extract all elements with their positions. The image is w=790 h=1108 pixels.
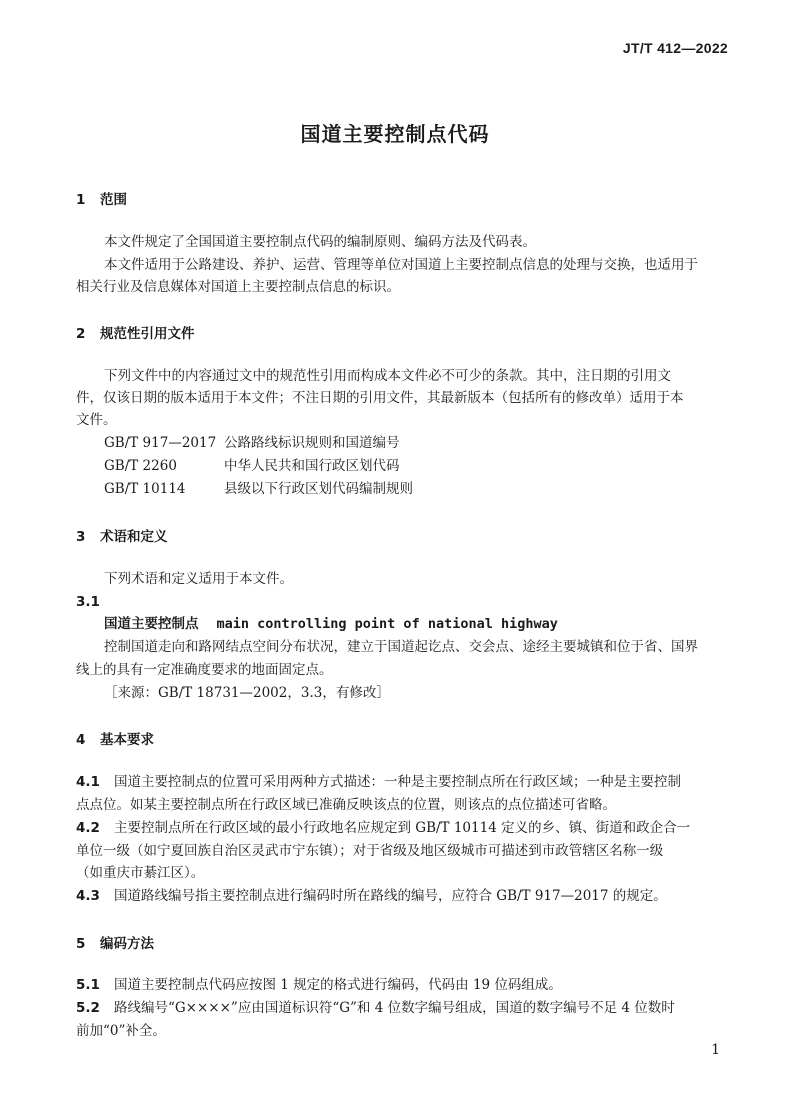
normative-reference [104, 456, 400, 476]
clause-number: 4.1 [76, 774, 100, 790]
paragraph-line: 点点位。如某主要控制点所在行政区域已准确反映该点的位置，则该点的点位描述可省略。 [76, 797, 616, 813]
paragraph-line: 相关行业及信息媒体对国道上主要控制点信息的标识。 [76, 279, 400, 295]
reference-name: 公路路线标识规则和国道编号 [224, 435, 400, 451]
section-title: 基本要求 [100, 732, 154, 748]
clause-number: 4.2 [76, 820, 100, 836]
normative-reference [104, 433, 400, 453]
section-title: 规范性引用文件 [100, 326, 195, 342]
clause-line [76, 998, 675, 1018]
paragraph-line: 单位一级（如宁夏回族自治区灵武市宁东镇）；对于省级及地区级城市可描述到市政管辖区名称一级 [76, 843, 664, 859]
section-5-heading [76, 932, 154, 952]
reference-name: 县级以下行政区划代码编制规则 [224, 481, 413, 497]
section-title: 术语和定义 [100, 529, 168, 545]
clause-number: 5.1 [76, 977, 100, 993]
clause-line [76, 886, 667, 906]
section-title: 编码方法 [100, 936, 154, 952]
term-english: main controlling point of national highway [216, 616, 558, 632]
page-number: 1 [711, 1042, 720, 1058]
reference-name: 中华人民共和国行政区划代码 [224, 458, 400, 474]
document-code: JT/T 412—2022 [622, 40, 728, 56]
paragraph-line: 本文件规定了全国国道主要控制点代码的编制原则、编码方法及代码表。 [104, 234, 536, 250]
paragraph-line: 下列文件中的内容通过文中的规范性引用而构成本文件必不可少的条款。其中，注日期的引用文 [104, 368, 671, 384]
page-title: 国道主要控制点代码 [300, 122, 490, 146]
section-4-heading [76, 728, 154, 748]
paragraph-line: 线上的具有一定准确度要求的地面固定点。 [76, 662, 333, 678]
clause-number: 3.1 [76, 594, 100, 610]
clause-text: 路线编号“G××××”应由国道标识符“G”和 4 位数字编号组成，国道的数字编号不足 4 位数时 [114, 1000, 675, 1016]
term-entry [104, 614, 558, 634]
paragraph-line: 件，仅该日期的版本适用于本文件；不注日期的引用文件，其最新版本（包括所有的修改单）适用于本 [76, 390, 684, 406]
clause-number: 4.3 [76, 888, 100, 904]
clause-line [76, 818, 690, 838]
normative-reference [104, 479, 413, 499]
section-number: 4 [76, 732, 86, 748]
paragraph-line: （如重庆市綦江区）。 [76, 865, 205, 881]
section-1-heading [76, 188, 127, 208]
term-source: ［来源：GB/T 18731—2002，3.3，有修改］ [104, 685, 390, 701]
paragraph-line: 前加“0”补全。 [76, 1023, 166, 1039]
clause-line [76, 975, 562, 995]
section-number: 5 [76, 936, 86, 952]
clause-number: 5.2 [76, 1000, 100, 1016]
clause-text: 国道主要控制点代码应按图 1 规定的格式进行编码，代码由 19 位码组成。 [114, 977, 562, 993]
clause-text: 主要控制点所在行政区域的最小行政地名应规定到 GB/T 10114 定义的乡、镇、街道和政企合一 [114, 820, 691, 836]
paragraph-line: 本文件适用于公路建设、养护、运营、管理等单位对国道上主要控制点信息的处理与交换，也适用于 [104, 257, 698, 273]
clause-text: 国道路线编号指主要控制点进行编码时所在路线的编号，应符合 GB/T 917—2017 的规定。 [114, 888, 667, 904]
paragraph-line: 下列术语和定义适用于本文件。 [104, 571, 293, 587]
section-3-heading [76, 525, 168, 545]
section-title: 范围 [100, 192, 127, 208]
paragraph-line: 文件。 [76, 412, 117, 428]
term-chinese: 国道主要控制点 [104, 616, 199, 632]
section-number: 2 [76, 326, 86, 342]
paragraph-line: 控制国道走向和路网结点空间分布状况，建立于国道起讫点、交会点、途经主要城镇和位于省、国界 [104, 639, 698, 655]
clause-text: 国道主要控制点的位置可采用两种方式描述：一种是主要控制点所在行政区域；一种是主要控制 [114, 774, 681, 790]
reference-code: GB/T 917—2017 [104, 435, 217, 451]
clause-line [76, 772, 681, 792]
section-number: 3 [76, 529, 86, 545]
section-number: 1 [76, 192, 86, 208]
reference-code: GB/T 2260 [104, 458, 177, 474]
reference-code: GB/T 10114 [104, 481, 186, 497]
section-2-heading [76, 322, 195, 342]
